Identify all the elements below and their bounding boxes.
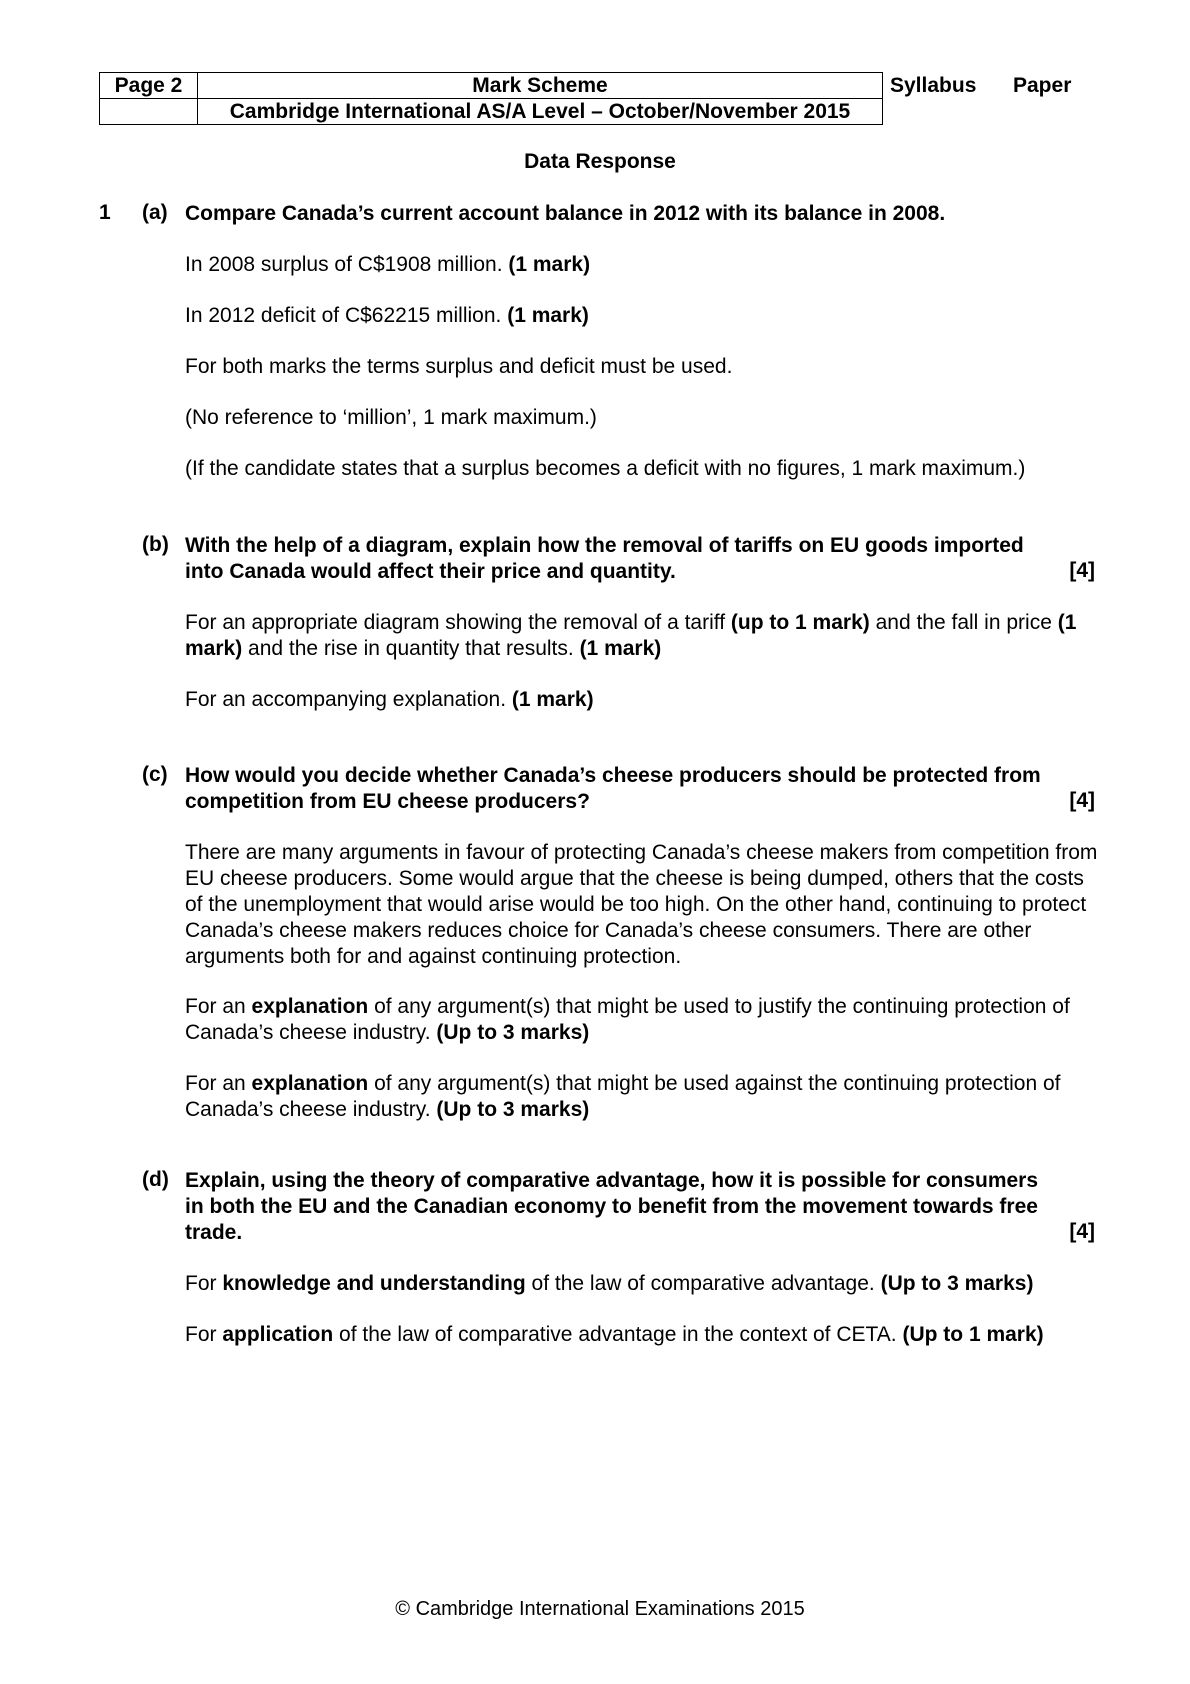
question-number: 1 bbox=[99, 201, 111, 224]
part-b-label: (b) bbox=[142, 533, 169, 556]
part-a-answer-1: In 2008 surplus of C$1908 million. (1 mark) bbox=[185, 253, 591, 276]
part-a-note-1: For both marks the terms surplus and deficit must be used. bbox=[185, 355, 733, 378]
part-d-label: (d) bbox=[142, 1168, 169, 1191]
part-b-answer-2: For an accompanying explanation. (1 mark) bbox=[185, 688, 594, 711]
part-a-note-2: (No reference to ‘million’, 1 mark maximum.) bbox=[185, 406, 597, 429]
footer-copyright: © Cambridge International Examinations 2015 bbox=[395, 1598, 805, 1620]
empty-cell bbox=[100, 99, 198, 125]
part-d-marks: [4] bbox=[1069, 1220, 1095, 1243]
part-b-marks: [4] bbox=[1069, 559, 1095, 582]
part-c-answer-2: For an explanation of any argument(s) that might be used to justify the continuing protection of Canada’s cheese industry. (Up to 3 marks) bbox=[185, 995, 1070, 1044]
exam-title: Cambridge International AS/A Level – October/November 2015 bbox=[198, 99, 883, 125]
part-c-label: (c) bbox=[142, 763, 168, 786]
part-b-answer-1: For an appropriate diagram showing the removal of a tariff (up to 1 mark) and the fall in price (1 mark) and the rise in quantity that results. (1 mark) bbox=[185, 611, 1077, 660]
syllabus-label: Syllabus bbox=[890, 74, 977, 97]
part-d-prompt: Explain, using the theory of comparative advantage, how it is possible for consumers in both the EU and the Canadian economy to benefit from the movement towards free trade. bbox=[185, 1169, 1039, 1244]
part-d-answer-1: For knowledge and understanding of the law of comparative advantage. (Up to 3 marks) bbox=[185, 1272, 1034, 1295]
part-c-answer-1: There are many arguments in favour of protecting Canada’s cheese makers from competition from EU cheese producers. Some would argue that the cheese is being dumped, others that the costs of the unemployment that would arise would be too high. On the other hand, continuing to protect Canada’s cheese makers reduces choice for Canada’s cheese consumers. There are other arguments both for and against continuing protection. bbox=[185, 841, 1098, 968]
part-c-marks: [4] bbox=[1069, 789, 1095, 812]
header-table bbox=[99, 72, 883, 125]
part-a-answer-2: In 2012 deficit of C$62215 million. (1 mark) bbox=[185, 304, 589, 327]
part-a-label: (a) bbox=[142, 201, 168, 224]
doc-type: Mark Scheme bbox=[198, 73, 883, 99]
part-b-prompt: With the help of a diagram, explain how the removal of tariffs on EU goods imported into Canada would affect their price and quantity. bbox=[185, 534, 1024, 583]
part-a-prompt: Compare Canada’s current account balance in 2012 with its balance in 2008. bbox=[185, 202, 946, 225]
part-c-prompt: How would you decide whether Canada’s cheese producers should be protected from competition from EU cheese producers? bbox=[185, 764, 1041, 813]
part-c-answer-3: For an explanation of any argument(s) that might be used against the continuing protection of Canada’s cheese industry. (Up to 3 marks) bbox=[185, 1072, 1061, 1121]
part-d-answer-2: For application of the law of comparative advantage in the context of CETA. (Up to 1 mark) bbox=[185, 1323, 1044, 1346]
paper-label: Paper bbox=[1013, 74, 1072, 97]
part-a-note-3: (If the candidate states that a surplus becomes a deficit with no figures, 1 mark maximum.) bbox=[185, 457, 1026, 480]
page-label: Page 2 bbox=[100, 73, 198, 99]
section-title: Data Response bbox=[524, 150, 676, 173]
